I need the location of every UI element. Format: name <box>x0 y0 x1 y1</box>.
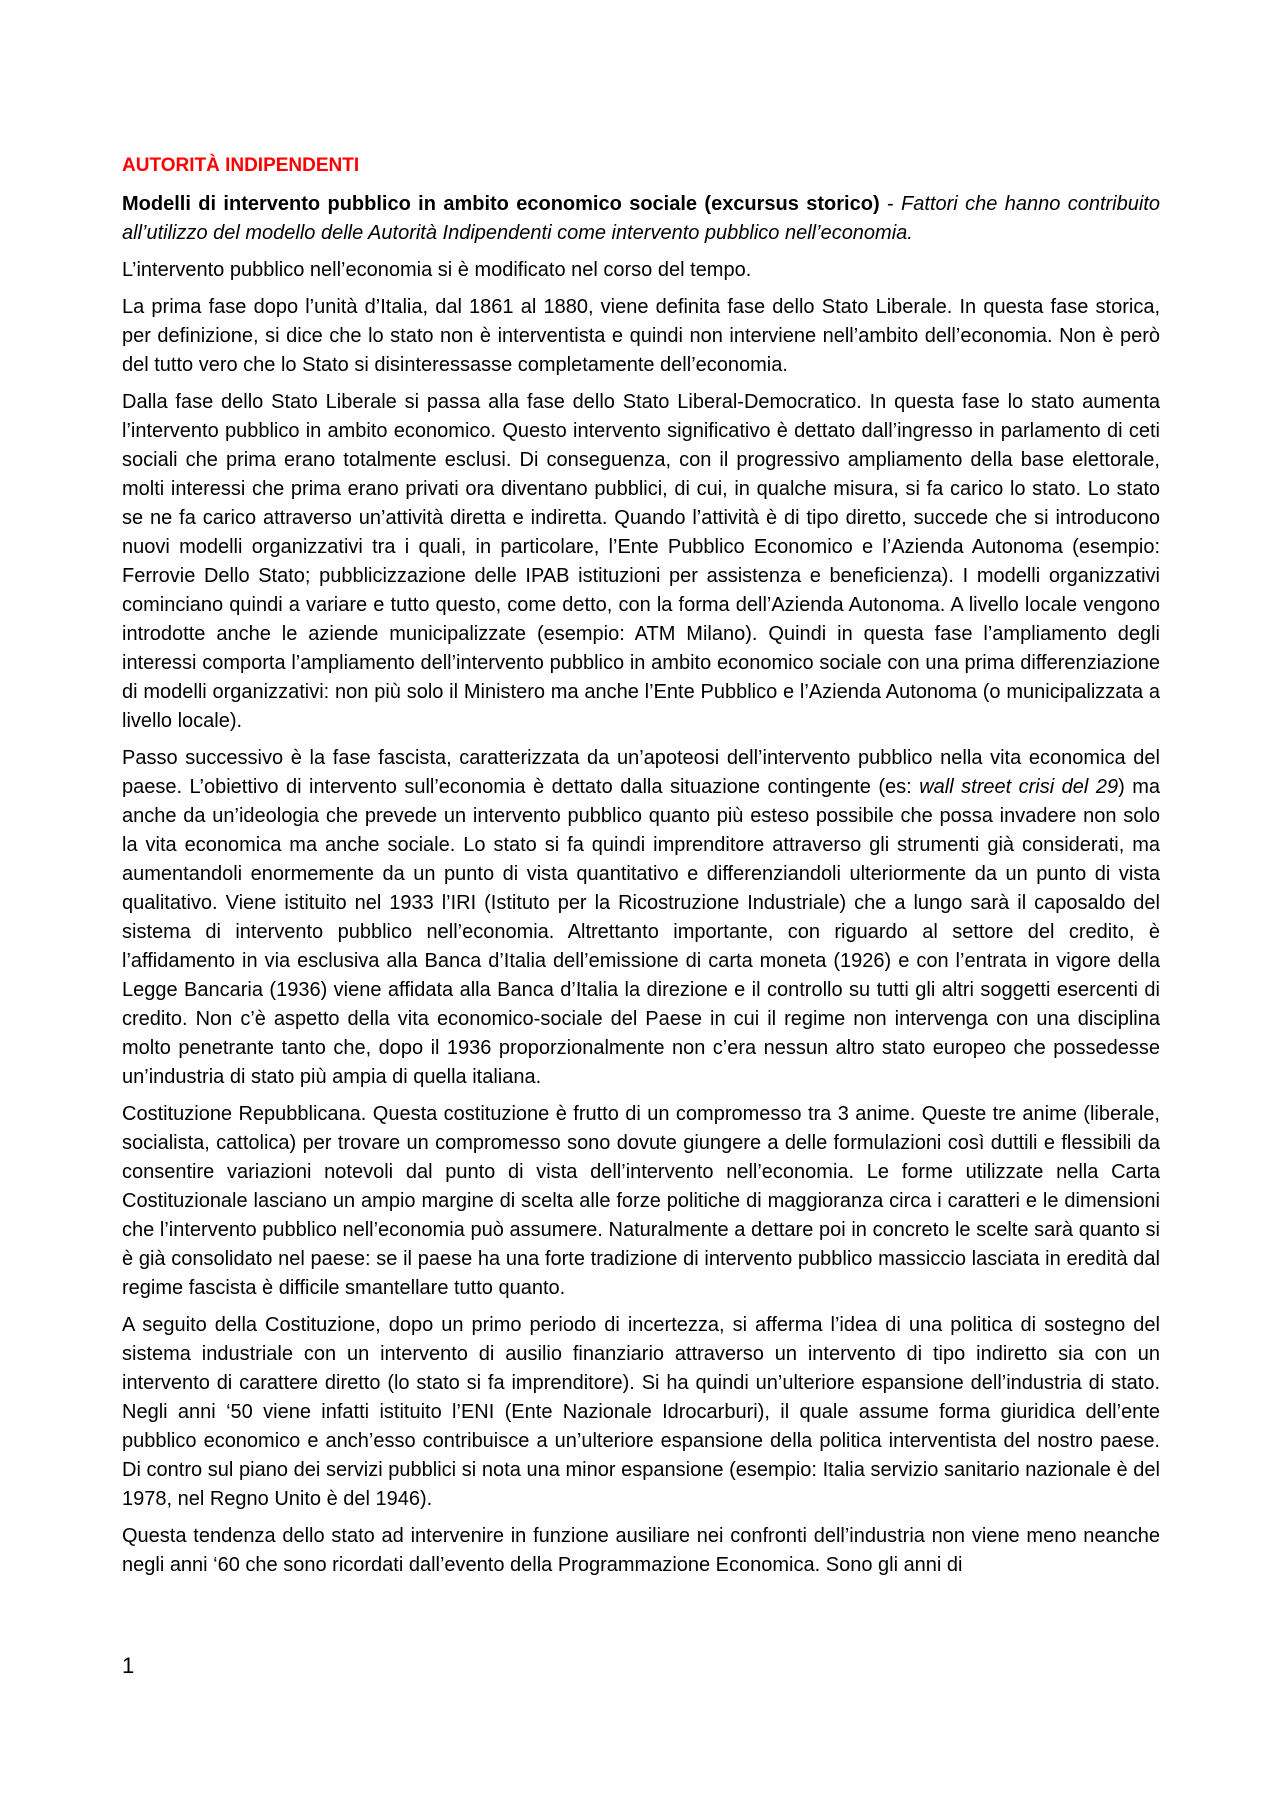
intro-dash: - <box>879 193 902 215</box>
intro-heading: Modelli di intervento pubblico in ambito economico sociale (excursus storico) <box>122 193 880 215</box>
intro-paragraph <box>122 190 1160 248</box>
page-number: 1 <box>122 1653 135 1678</box>
document-body <box>122 151 1160 1588</box>
paragraph-4 <box>122 744 1160 1092</box>
paragraph-4-part-a: Passo successivo è la fase fascista, caratterizzata da un’apoteosi dell’intervento pubblico nella vita economica del paese. L’obiettivo di intervento sull’economia è dettato dalla situazione contingente (es: <box>122 747 1160 798</box>
paragraph-7: Questa tendenza dello stato ad intervenire in funzione ausiliare nei confronti dell’industria non viene meno neanche negli anni ‘60 che sono ricordati dall’evento della Programmazione Economica. Sono gli anni di <box>122 1525 1160 1576</box>
intro-subtitle: Fattori che hanno contribuito all’utilizzo del modello delle Autorità Indipendenti come intervento pubblico nell’economia. <box>122 193 1160 244</box>
paragraph-6: A seguito della Costituzione, dopo un primo periodo di incertezza, si afferma l’idea di una politica di sostegno del sistema industriale con un intervento di ausilio finanziario attraverso un intervento di tipo indiretto sia con un intervento di carattere diretto (lo stato si fa imprenditore). Si ha quindi un’ulteriore espansione dell’industria di stato. Negli anni ‘50 viene infatti istituito l’ENI (Ente Nazionale Idrocarburi), il quale assume forma giuridica dell’ente pubblico economico e anch’esso contribuisce a un’ulteriore espansione della politica interventista del nostro paese. Di contro sul piano dei servizi pubblici si nota una minor espansione (esempio: Italia servizio sanitario nazionale è del 1978, nel Regno Unito è del 1946). <box>122 1314 1160 1510</box>
paragraph-4-part-b: ) ma anche da un’ideologia che prevede un intervento pubblico quanto più esteso possibile che possa invadere non solo la vita economica ma anche sociale. Lo stato si fa quindi imprenditore attraverso gli strumenti già considerati, ma aumentandoli enormemente da un punto di vista quantitativo e differenziandoli ulteriormente da un punto di vista qualitativo. Viene istituito nel 1933 l’IRI (Istituto per la Ricostruzione Industriale) che a lungo sarà il caposaldo del sistema di intervento pubblico nell’economia. Altrettanto importante, con riguardo al settore del credito, è l’affidamento in via esclusiva alla Banca d’Italia dell’emissione di carta moneta (1926) e con l’entrata in vigore della Legge Bancaria (1936) viene affidata alla Banca d’Italia la direzione e il controllo su tutti gli altri soggetti esercenti di credito. Non c’è aspetto della vita economico-sociale del Paese in cui il regime non intervenga con una disciplina molto penetrante tanto che, dopo il 1936 proporzionalmente non c’era nessun altro stato europeo che possedesse un’industria di stato più ampia di quella italiana. <box>122 776 1160 1088</box>
document-title: AUTORITÀ INDIPENDENTI <box>122 155 360 176</box>
paragraph-2: La prima fase dopo l’unità d’Italia, dal 1861 al 1880, viene definita fase dello Stato Liberale. In questa fase storica, per definizione, si dice che lo stato non è interventista e quindi non interviene nell’ambito dell’economia. Non è però del tutto vero che lo Stato si disinteressasse completamente dell’economia. <box>122 296 1160 376</box>
paragraph-3: Dalla fase dello Stato Liberale si passa alla fase dello Stato Liberal-Democratico. In questa fase lo stato aumenta l’intervento pubblico in ambito economico. Questo intervento significativo è dettato dall’ingresso in parlamento di ceti sociali che prima erano totalmente esclusi. Di conseguenza, con il progressivo ampliamento della base elettorale, molti interessi che prima erano privati ora diventano pubblici, di cui, in qualche misura, si fa carico lo stato. Lo stato se ne fa carico attraverso un’attività diretta e indiretta. Quando l’attività è di tipo diretto, succede che si introducono nuovi modelli organizzativi tra i quali, in particolare, l’Ente Pubblico Economico e l’Azienda Autonoma (esempio: Ferrovie Dello Stato; pubblicizzazione delle IPAB istituzioni per assistenza e beneficienza). I modelli organizzativi cominciano quindi a variare e tutto questo, come detto, con la forma dell’Azienda Autonoma. A livello locale vengono introdotte anche le aziende municipalizzate (esempio: ATM Milano). Quindi in questa fase l’ampliamento degli interessi comporta l’ampliamento dell’intervento pubblico in ambito economico sociale con una prima differenziazione di modelli organizzativi: non più solo il Ministero ma anche l’Ente Pubblico e l’Azienda Autonoma (o municipalizzata a livello locale). <box>122 391 1160 732</box>
paragraph-5: Costituzione Repubblicana. Questa costituzione è frutto di un compromesso tra 3 anime. Queste tre anime (liberale, socialista, cattolica) per trovare un compromesso sono dovute giungere a delle formulazioni così duttili e flessibili da consentire variazioni notevoli dal punto di vista dell’intervento nell’economia. Le forme utilizzate nella Carta Costituzionale lasciano un ampio margine di scelta alle forze politiche di maggioranza circa i caratteri e le dimensioni che l’intervento pubblico nell’economia può assumere. Naturalmente a dettare poi in concreto le scelte sarà quanto si è già consolidato nel paese: se il paese ha una forte tradizione di intervento pubblico massiccio lasciata in eredità dal regime fascista è difficile smantellare tutto quanto. <box>122 1103 1160 1299</box>
paragraph-4-italic: wall street crisi del 29 <box>919 776 1119 798</box>
paragraph-1: L’intervento pubblico nell’economia si è modificato nel corso del tempo. <box>122 259 752 281</box>
